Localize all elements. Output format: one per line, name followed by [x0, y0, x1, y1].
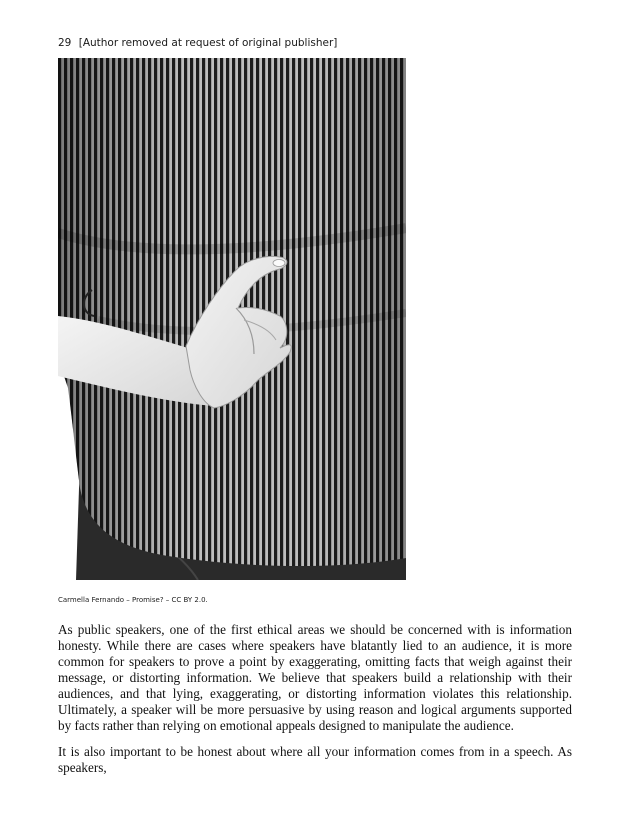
figure-caption: Carmella Fernando – Promise? – CC BY 2.0. — [58, 596, 208, 604]
page-number: 29 — [58, 37, 72, 49]
figure-photo — [58, 58, 406, 580]
crossed-fingers-photo — [58, 58, 406, 580]
paragraph: As public speakers, one of the first ethical areas we should be concerned with is information honesty. While there are cases where speakers have blatantly lied to an audience, it is more common for speakers to prove a point by exaggerating, omitting facts that weigh against their message, or distorting information. We believe that speakers build a relationship with their audiences, and that lying, exaggerating, or distorting information violates this relationship. Ultimately, a speaker will be more persuasive by using reason and logical arguments supported by facts rather than relying on emotional appeals designed to manipulate the audience. — [58, 622, 572, 733]
running-header — [58, 37, 337, 49]
header-title: [Author removed at request of original publisher] — [78, 37, 338, 49]
paragraph: It is also important to be honest about where all your information comes from in a speech. As speakers, — [58, 744, 572, 775]
body-text — [58, 622, 572, 786]
